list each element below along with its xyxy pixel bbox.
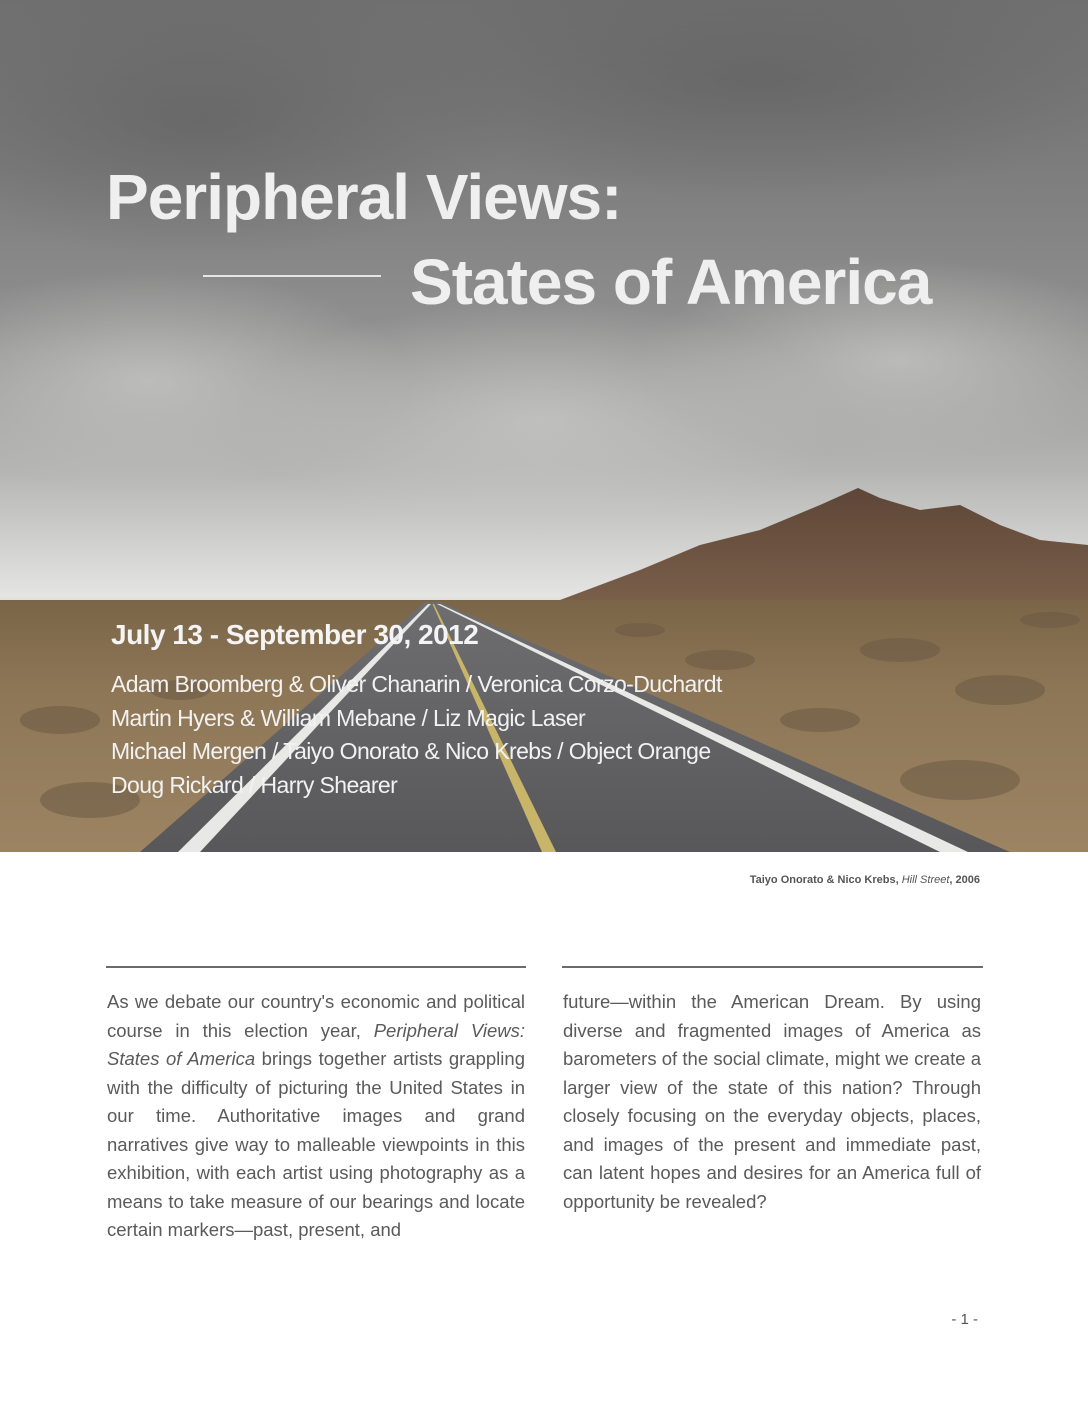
exhibition-title-italic: Peripheral Views: States of America xyxy=(107,1019,525,1069)
caption-artist: Taiyo Onorato & Nico Krebs, xyxy=(749,874,899,886)
artist-line: Adam Broomberg & Oliver Chanarin / Veronica Corzo-Duchardt xyxy=(111,671,722,697)
photo-caption xyxy=(750,874,980,886)
body-text: brings together artists grappling with the difficulty of picturing the United States in our time. Authoritative images and grand narratives give way to malleable viewpoints in this exhibition, with each artist using photography as a means to take measure of our bearings and locate certain markers—past, present, and xyxy=(107,1048,525,1240)
artist-line: Martin Hyers & William Mebane / Liz Magic Laser xyxy=(111,704,586,731)
artist-line: Michael Mergen / Taiyo Onorato & Nico Krebs / Object Orange xyxy=(111,738,711,764)
artist-line: Doug Rickard / Harry Shearer xyxy=(111,771,398,798)
title-divider xyxy=(203,275,381,277)
column-rule-left xyxy=(106,966,526,968)
page-number: - 1 - xyxy=(951,1311,978,1328)
body-paragraph xyxy=(107,988,525,1245)
column-rule-right xyxy=(562,966,983,968)
caption-work-title: Hill Street xyxy=(901,874,950,886)
caption-year: , 2006 xyxy=(949,874,980,886)
title-line-1: Peripheral Views: xyxy=(106,161,622,233)
exhibition-dates: July 13 - September 30, 2012 xyxy=(111,619,479,650)
body-paragraph: future—within the American Dream. By using diverse and fragmented images of America as barometers of the social climate, might we create a larger view of the state of this nation? Through closely focusing on the everyday objects, places, and images of the present and immediate past, can latent hopes and desires for an America full of opportunity be revealed? xyxy=(563,991,981,1212)
body-column-right xyxy=(563,988,981,1216)
body-column-left xyxy=(107,988,525,1245)
artist-list xyxy=(111,668,722,802)
title-line-2: States of America xyxy=(410,246,932,318)
body-text: As we debate our country's economic and political course in this election year, xyxy=(107,991,525,1041)
